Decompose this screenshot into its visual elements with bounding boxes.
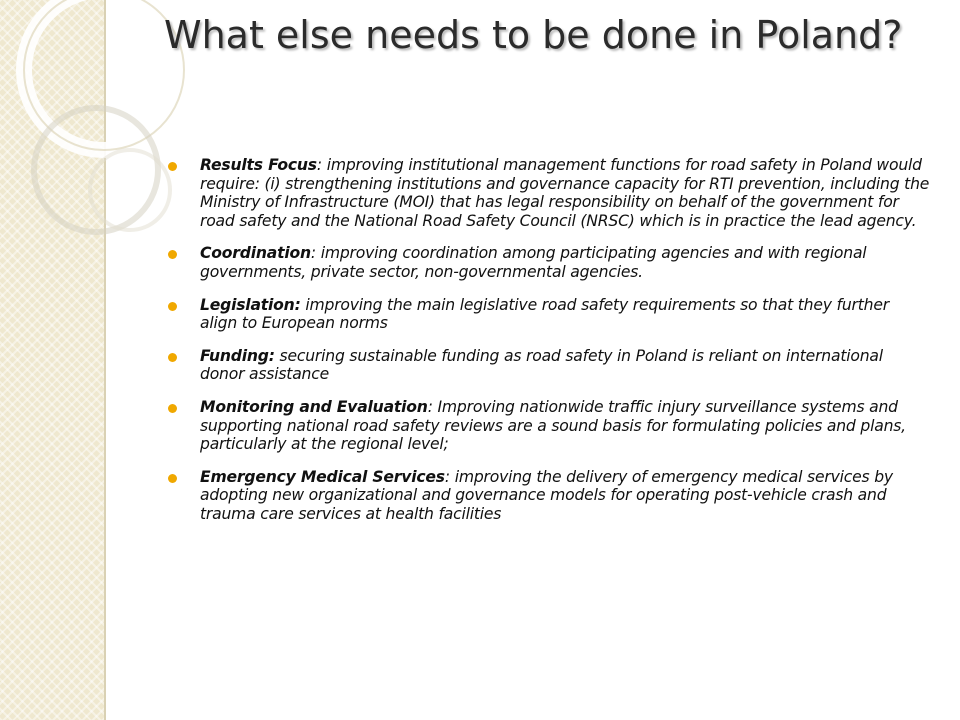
bullet-text: : improving the delivery of emergency medical services by adopting new organizational and governance models for operating post-vehicle crash and trauma care services at health facilities (200, 467, 893, 523)
bullet-label: Results Focus (200, 156, 317, 174)
bullet-text: : Improving nationwide traffic injury surveillance systems and supporting national road safety reviews are a sound basis for formulating policies and plans, particularly at the regional level; (200, 397, 906, 454)
bullet-dot-icon (168, 250, 177, 259)
slide-title: What else needs to be done in Poland? (164, 13, 903, 57)
bullet-dot-icon (168, 302, 177, 311)
bullet-legislation (166, 296, 930, 333)
bullet-label: Monitoring and Evaluation (200, 397, 428, 416)
bullet-dot-icon (168, 162, 177, 171)
bullet-dot-icon (168, 474, 177, 483)
bullet-text: : improving institutional management functions for road safety in Poland would require: (i) strengthening institutions and governance capacity for RTI prevention, including the Ministry of Infrastructure (MOI) that has legal responsibility on behalf of the government for road safety and the National Road Safety Council (NRSC) which is in practice the lead agency. (200, 156, 930, 230)
bullet-monitoring-evaluation (166, 398, 930, 454)
bullet-emergency-medical-services (166, 468, 930, 524)
bullet-label: Funding: (200, 346, 275, 365)
bullet-funding (166, 347, 930, 384)
bullet-list (166, 156, 930, 538)
bullet-coordination (166, 244, 930, 281)
bullet-text: securing sustainable funding as road safety in Poland is reliant on international donor assistance (200, 346, 883, 384)
bullet-dot-icon (168, 404, 177, 413)
bullet-dot-icon (168, 353, 177, 362)
bullet-label: Legislation: (200, 295, 301, 314)
bullet-label: Coordination (200, 244, 311, 263)
bullet-text: : improving coordination among participating agencies and with regional governments, private sector, non-governmental agencies. (200, 244, 867, 281)
bullet-results-focus (166, 156, 930, 230)
bullet-label: Emergency Medical Services (200, 467, 445, 486)
bullet-text: improving the main legislative road safety requirements so that they further align to European norms (200, 295, 889, 333)
